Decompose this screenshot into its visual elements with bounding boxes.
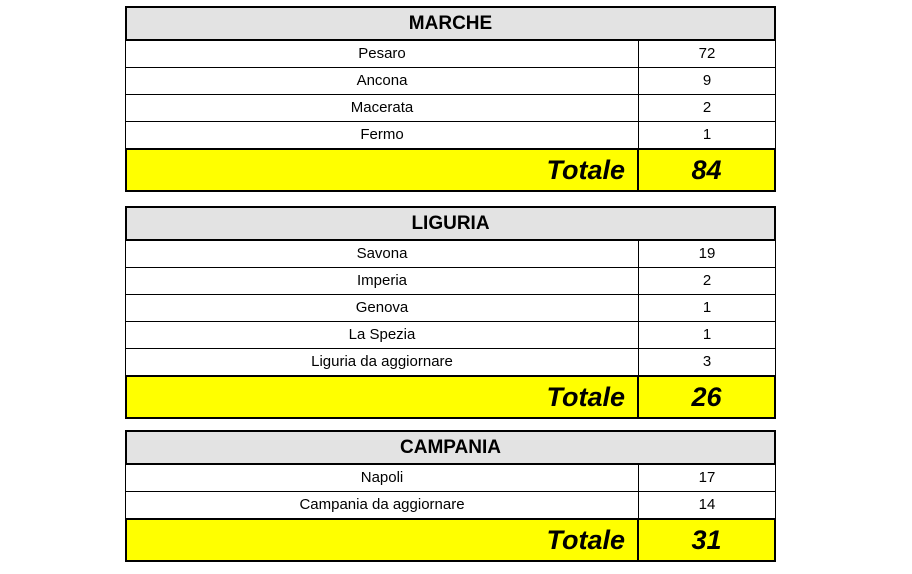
- case-count: 1: [702, 326, 712, 343]
- total-label: Totale: [127, 377, 639, 417]
- region-table-liguria: [125, 206, 776, 419]
- province-name: La Spezia: [126, 322, 639, 348]
- table-row: [126, 349, 775, 376]
- table-row: [126, 268, 775, 295]
- table-row: [126, 322, 775, 349]
- table-row: [126, 465, 775, 492]
- total-value: 31: [691, 525, 722, 555]
- total-row: [125, 519, 776, 562]
- province-name: Fermo: [126, 122, 639, 148]
- table-row: [126, 492, 775, 519]
- province-name: Pesaro: [126, 41, 639, 67]
- case-count: 17: [698, 469, 716, 486]
- province-name: Napoli: [126, 465, 639, 491]
- table-row: [126, 68, 775, 95]
- region-rows: [125, 41, 776, 149]
- province-name: Liguria da aggiornare: [126, 349, 639, 375]
- case-count: 1: [702, 299, 712, 316]
- total-value: 84: [691, 155, 722, 185]
- province-name: Genova: [126, 295, 639, 321]
- case-count: 2: [702, 99, 712, 116]
- region-rows: [125, 465, 776, 519]
- table-row: [126, 295, 775, 322]
- province-name: Ancona: [126, 68, 639, 94]
- region-rows: [125, 241, 776, 376]
- total-row: [125, 149, 776, 192]
- region-title: LIGURIA: [125, 206, 776, 241]
- case-count: 2: [702, 272, 712, 289]
- table-row: [126, 95, 775, 122]
- province-name: Imperia: [126, 268, 639, 294]
- case-count: 3: [702, 353, 712, 370]
- region-title: MARCHE: [125, 6, 776, 41]
- province-name: Savona: [126, 241, 639, 267]
- case-count: 9: [702, 72, 712, 89]
- province-name: Macerata: [126, 95, 639, 121]
- table-row: [126, 241, 775, 268]
- region-title: CAMPANIA: [125, 430, 776, 465]
- total-row: [125, 376, 776, 419]
- total-label: Totale: [127, 520, 639, 560]
- case-count: 14: [698, 496, 716, 513]
- case-count: 1: [702, 126, 712, 143]
- table-row: [126, 41, 775, 68]
- total-label: Totale: [127, 150, 639, 190]
- region-table-campania: [125, 430, 776, 562]
- province-name: Campania da aggiornare: [126, 492, 639, 518]
- total-value: 26: [691, 382, 722, 412]
- case-count: 72: [698, 45, 716, 62]
- table-row: [126, 122, 775, 149]
- case-count: 19: [698, 245, 716, 262]
- region-table-marche: [125, 6, 776, 192]
